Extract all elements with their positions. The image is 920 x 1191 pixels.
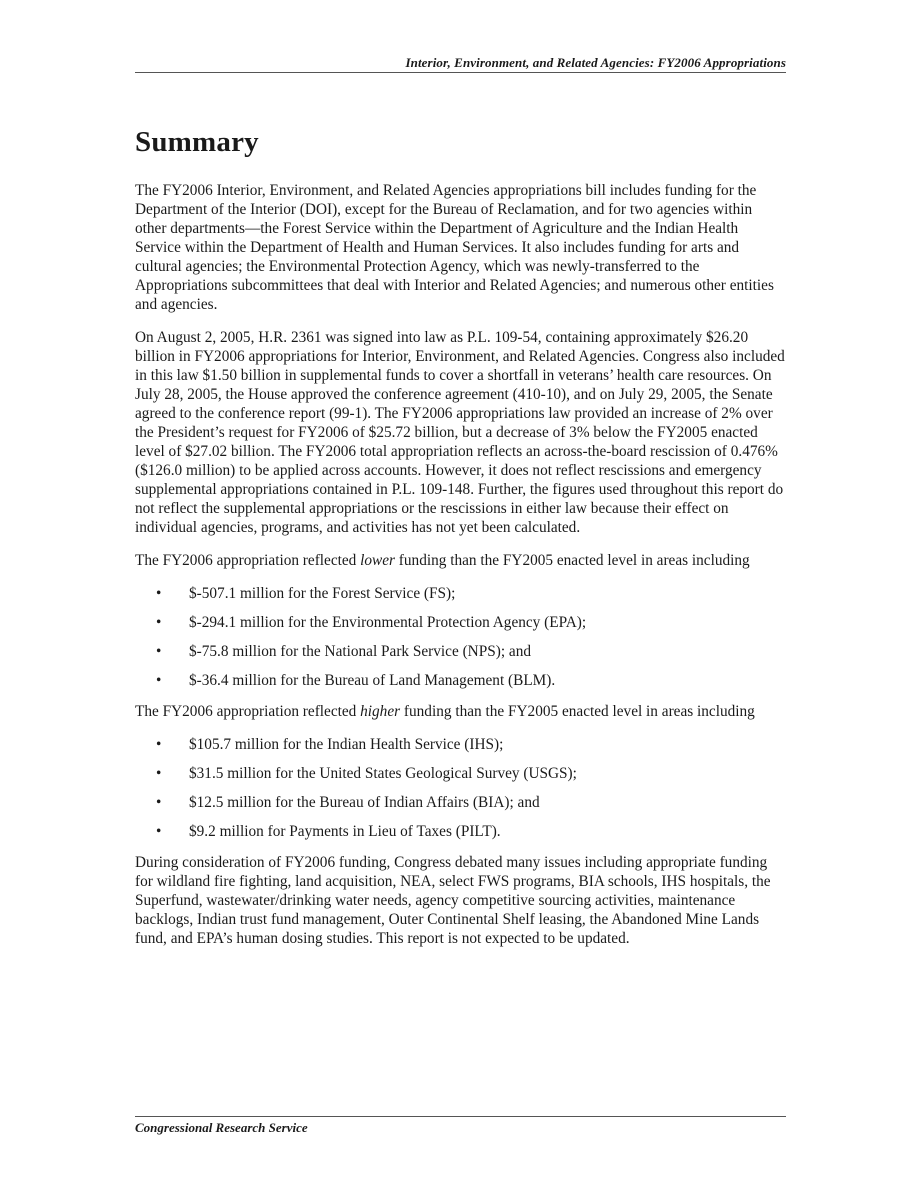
higher-intro-text: The FY2006 appropriation reflected (135, 703, 361, 720)
paragraph-scope: The FY2006 Interior, Environment, and Related Agencies appropriations bill includes funding for the Department of the Interior (DOI), except for the Bureau of Reclamation, and for two agencies within other departments—the Forest Service within the Department of Agriculture and the Indian Health Service within the Department of Health and Human Services. It also includes funding for arts and cultural agencies; the Environmental Protection Agency, which was newly-transferred to the Appropriations subcommittees that deal with Interior and Related Agencies; and numerous other entities and agencies. (135, 182, 774, 313)
list-item-text: $-294.1 million for the Environmental Protection Agency (EPA); (189, 614, 587, 631)
list-item-text: $-75.8 million for the National Park Service (NPS); and (189, 643, 531, 660)
higher-funding-list (135, 735, 787, 841)
lower-funding-list (135, 584, 787, 690)
bullet-icon: • (156, 643, 162, 660)
list-item-text: $-507.1 million for the Forest Service (FS); (189, 585, 456, 602)
list-item (135, 822, 787, 841)
higher-emphasis: higher (360, 703, 401, 720)
list-item-text: $31.5 million for the United States Geological Survey (USGS); (189, 765, 577, 782)
list-item (135, 613, 787, 632)
paragraph-debate: During consideration of FY2006 funding, Congress debated many issues including appropriate funding for wildland fire fighting, land acquisition, NEA, select FWS programs, BIA schools, IHS hospitals, the Superfund, wastewater/drinking water needs, agency competitive sourcing activities, maintenance backlogs, Indian trust fund management, Outer Continental Shelf leasing, the Abandoned Mine Lands fund, and EPA’s human dosing studies. This report is not expected to be updated. (135, 854, 771, 947)
list-item (135, 764, 787, 783)
running-footer: Congressional Research Service (135, 1120, 308, 1135)
lower-intro-tail: funding than the FY2005 enacted level in areas including (394, 552, 750, 569)
running-header: Interior, Environment, and Related Agencies: FY2006 Appropriations (405, 55, 786, 70)
paragraph-higher-intro (135, 702, 787, 721)
bullet-icon: • (156, 794, 162, 811)
list-item-text: $12.5 million for the Bureau of Indian Affairs (BIA); and (189, 794, 540, 811)
page-title: Summary (135, 126, 259, 158)
list-item (135, 584, 787, 603)
lower-intro-text: The FY2006 appropriation reflected (135, 552, 361, 569)
header-rule (135, 72, 786, 73)
list-item (135, 793, 787, 812)
list-item (135, 671, 787, 690)
paragraph-lower-intro (135, 551, 787, 570)
bullet-icon: • (156, 823, 162, 840)
footer-rule (135, 1116, 786, 1117)
page-content (135, 122, 787, 962)
list-item (135, 735, 787, 754)
bullet-icon: • (156, 585, 162, 602)
higher-intro-tail: funding than the FY2005 enacted level in areas including (400, 703, 755, 720)
bullet-icon: • (156, 736, 162, 753)
list-item-text: $-36.4 million for the Bureau of Land Management (BLM). (189, 672, 556, 689)
list-item-text: $105.7 million for the Indian Health Service (IHS); (189, 736, 504, 753)
bullet-icon: • (156, 614, 162, 631)
bullet-icon: • (156, 672, 162, 689)
bullet-icon: • (156, 765, 162, 782)
lower-emphasis: lower (360, 552, 395, 569)
list-item-text: $9.2 million for Payments in Lieu of Taxes (PILT). (189, 823, 501, 840)
paragraph-enactment: On August 2, 2005, H.R. 2361 was signed into law as P.L. 109-54, containing approximately $26.20 billion in FY2006 appropriations for Interior, Environment, and Related Agencies. Congress also included in this law $1.50 billion in supplemental funds to cover a shortfall in veterans’ health care resources. On July 28, 2005, the House approved the conference agreement (410-10), and on July 29, 2005, the Senate agreed to the conference report (99-1). The FY2006 appropriations law provided an increase of 2% over the President’s request for FY2006 of $25.72 billion, but a decrease of 3% below the FY2005 enacted level of $27.02 billion. The FY2006 total appropriation reflects an across-the-board rescission of 0.476% ($126.0 million) to be applied across accounts. However, it does not reflect rescissions and emergency supplemental appropriations contained in P.L. 109-148. Further, the figures used throughout this report do not reflect the supplemental appropriations or the rescissions in either law because their effect on individual agencies, programs, and activities has not yet been calculated. (135, 329, 785, 536)
list-item (135, 642, 787, 661)
